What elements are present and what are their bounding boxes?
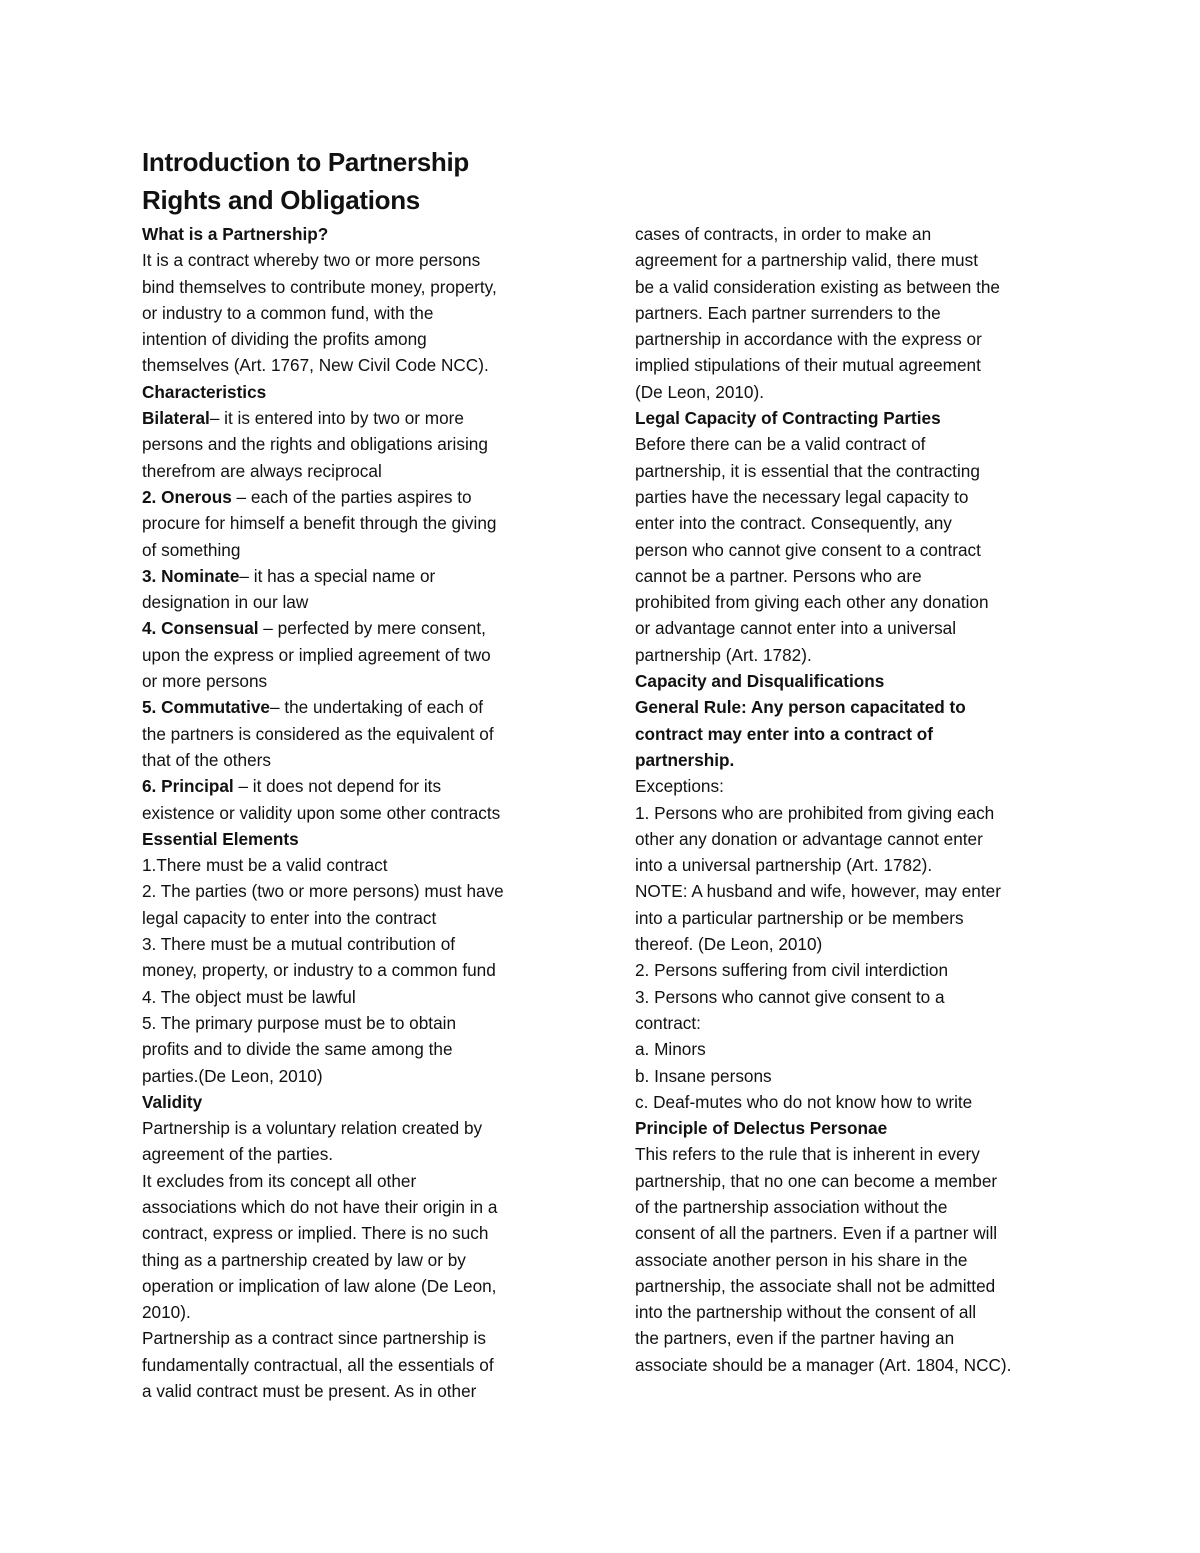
text-line: Before there can be a valid contract of [635, 434, 926, 455]
text-line: profits and to divide the same among the [142, 1039, 453, 1060]
text-line: (De Leon, 2010). [635, 381, 764, 402]
text-line: partnership in accordance with the express or [635, 329, 982, 350]
text-line: prohibited from giving each other any donation [635, 592, 989, 613]
text-line: themselves (Art. 1767, New Civil Code NCC). [142, 355, 489, 376]
text-line: a. Minors [635, 1039, 706, 1060]
text-line: cannot be a partner. Persons who are [635, 565, 922, 586]
text-line: 1. Persons who are prohibited from giving each [635, 802, 995, 823]
bold-term: 2. Onerous [142, 486, 232, 507]
text-line: intention of dividing the profits among [142, 329, 427, 350]
text-line: partnership, it is essential that the contracting [635, 460, 980, 481]
text-line: This refers to the rule that is inherent in every [635, 1144, 980, 1165]
text-line: legal capacity to enter into the contract [142, 907, 437, 928]
text-line: of something [142, 539, 241, 560]
text-line: operation or implication of law alone (De Leon, [142, 1275, 497, 1296]
section-heading: Validity [142, 1091, 203, 1112]
term-definition: – each of the parties aspires to [231, 486, 472, 507]
text-line: c. Deaf-mutes who do not know how to write [635, 1091, 973, 1112]
text-line: money, property, or industry to a common fund [142, 960, 496, 981]
text-line: Exceptions: [635, 776, 724, 797]
text-line: other any donation or advantage cannot enter [635, 828, 983, 849]
section-heading: Principle of Delectus Personae [635, 1118, 888, 1139]
section-heading: Essential Elements [142, 828, 299, 849]
text-line [142, 484, 582, 510]
text-line: consent of all the partners. Even if a partner will [635, 1223, 998, 1244]
text-line: the partners, even if the partner having an [635, 1328, 955, 1349]
bold-term: 4. Consensual [142, 618, 259, 639]
term-definition: – perfected by mere consent, [258, 618, 486, 639]
text-line [142, 563, 582, 589]
text-line: agreement for a partnership valid, there must [635, 250, 978, 271]
text-line: of the partnership association without the [635, 1196, 948, 1217]
text-line: existence or validity upon some other contracts [142, 802, 501, 823]
text-line: into a particular partnership or be members [635, 907, 964, 928]
text-line: into the partnership without the consent of all [635, 1302, 977, 1323]
bold-term: 3. Nominate [142, 565, 240, 586]
section-heading: Characteristics [142, 381, 267, 402]
text-line: parties.(De Leon, 2010) [142, 1065, 323, 1086]
text-line: enter into the contract. Consequently, any [635, 513, 952, 534]
text-line [142, 405, 582, 431]
text-line: thereof. (De Leon, 2010) [635, 934, 823, 955]
text-line: or more persons [142, 671, 268, 692]
text-line: into a universal partnership (Art. 1782). [635, 855, 933, 876]
section-heading: Capacity and Disqualifications [635, 671, 885, 692]
text-line: or advantage cannot enter into a universal [635, 618, 957, 639]
text-line: persons and the rights and obligations arising [142, 434, 488, 455]
document-title [142, 143, 622, 219]
term-definition: – it does not depend for its [233, 776, 442, 797]
text-line: therefrom are always reciprocal [142, 460, 382, 481]
text-line: 2. The parties (two or more persons) must have [142, 881, 504, 902]
text-line: designation in our law [142, 592, 309, 613]
term-definition: – the undertaking of each of [269, 697, 484, 718]
text-line: 5. The primary purpose must be to obtain [142, 1012, 456, 1033]
text-line: cases of contracts, in order to make an [635, 224, 932, 244]
section-heading: What is a Partnership? [142, 224, 329, 244]
text-line: upon the express or implied agreement of two [142, 644, 491, 665]
section-heading: contract may enter into a contract of [635, 723, 933, 744]
text-line: partnership (Art. 1782). [635, 644, 812, 665]
text-line: Partnership is a voluntary relation created by [142, 1118, 483, 1139]
bold-term: 6. Principal [142, 776, 234, 797]
text-line: 2. Persons suffering from civil interdiction [635, 960, 949, 981]
text-line: or industry to a common fund, with the [142, 302, 434, 323]
bold-term: Bilateral [142, 408, 210, 429]
bold-term: 5. Commutative [142, 697, 270, 718]
text-line: 3. There must be a mutual contribution of [142, 934, 456, 955]
text-line: the partners is considered as the equivalent of [142, 723, 494, 744]
text-line: thing as a partnership created by law or by [142, 1249, 466, 1270]
term-definition: – it has a special name or [239, 565, 436, 586]
title-line-1: Introduction to Partnership [142, 147, 470, 177]
text-line: parties have the necessary legal capacity to [635, 486, 969, 507]
text-line [142, 615, 582, 641]
right-column [635, 221, 1080, 1378]
text-line: It is a contract whereby two or more persons [142, 250, 481, 271]
text-line: that of the others [142, 749, 271, 770]
text-line: 2010). [142, 1302, 191, 1323]
text-line: person who cannot give consent to a contract [635, 539, 981, 560]
text-line: contract: [635, 1012, 701, 1033]
section-heading: General Rule: Any person capacitated to [635, 697, 966, 718]
text-line: 1.There must be a valid contract [142, 855, 388, 876]
text-line: partnership, the associate shall not be admitted [635, 1275, 996, 1296]
text-line: a valid contract must be present. As in other [142, 1381, 477, 1402]
text-line: 3. Persons who cannot give consent to a [635, 986, 945, 1007]
text-line [142, 773, 582, 799]
left-column [142, 221, 582, 1404]
text-line: agreement of the parties. [142, 1144, 334, 1165]
text-line: b. Insane persons [635, 1065, 772, 1086]
text-line: associations which do not have their origin in a [142, 1196, 498, 1217]
text-line: bind themselves to contribute money, property, [142, 276, 497, 297]
text-line: Partnership as a contract since partnership is [142, 1328, 486, 1349]
text-line: be a valid consideration existing as between the [635, 276, 1000, 297]
text-line [142, 694, 582, 720]
term-definition: – it is entered into by two or more [209, 408, 464, 429]
text-line: associate another person in his share in the [635, 1249, 968, 1270]
text-line: partnership, that no one can become a member [635, 1170, 998, 1191]
text-line: It excludes from its concept all other [142, 1170, 417, 1191]
section-heading: Legal Capacity of Contracting Parties [635, 408, 941, 429]
section-heading: partnership. [635, 749, 735, 770]
text-line: NOTE: A husband and wife, however, may enter [635, 881, 1001, 902]
text-line: contract, express or implied. There is no such [142, 1223, 489, 1244]
title-line-2: Rights and Obligations [142, 185, 420, 215]
text-line: procure for himself a benefit through the giving [142, 513, 497, 534]
text-line: implied stipulations of their mutual agreement [635, 355, 981, 376]
text-line: associate should be a manager (Art. 1804, NCC). [635, 1354, 1012, 1375]
text-line: partners. Each partner surrenders to the [635, 302, 941, 323]
text-line: fundamentally contractual, all the essentials of [142, 1354, 494, 1375]
text-line: 4. The object must be lawful [142, 986, 356, 1007]
